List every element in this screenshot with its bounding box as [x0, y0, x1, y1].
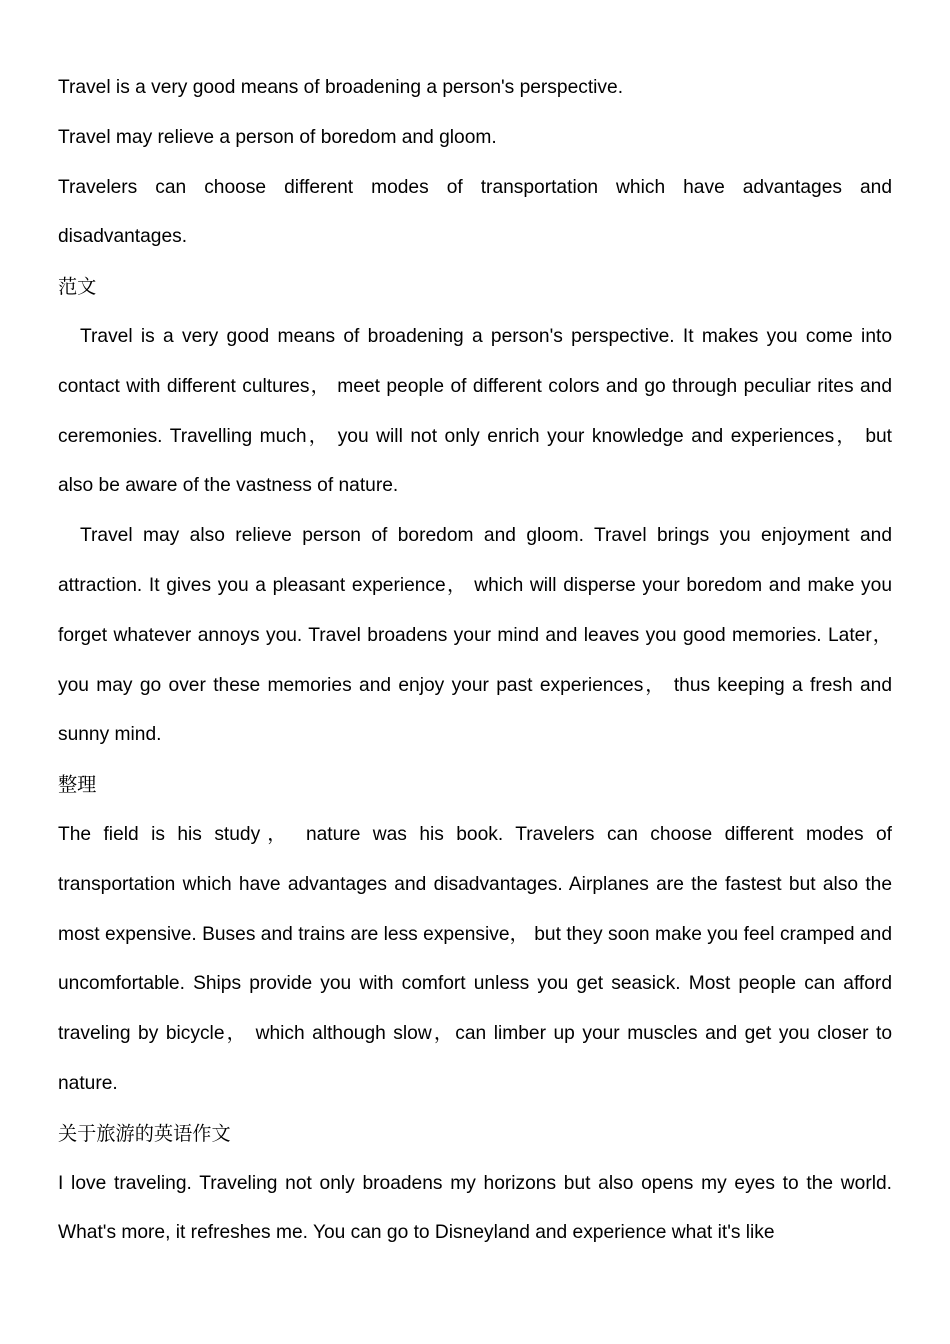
intro-line-3: Travelers can choose different modes of transportation which have advantages and disadvantages.	[58, 176, 892, 248]
compiled-paragraph: The field is his study， nature was his book. Travelers can choose different modes of transportation which have advantages and disadvantages. Airplanes are the fastest but also the most expensive. Buses and trains are less expensive， but they soon make you feel cramped and uncomfortable. Ships provide you with comfort unless you get seasick. Most people can afford traveling by bicycle， which although slow，can limber up your muscles and get you closer to nature.	[58, 823, 892, 1094]
section-heading-travel-essay: 关于旅游的英语作文	[58, 1121, 231, 1145]
model-essay-paragraph-1: Travel is a very good means of broadening a person's perspective. It makes you come into contact with different cultures， meet people of different colors and go through peculiar rites and ceremonies. Travelling much， you will not only enrich your knowledge and experiences， but also be aware of the vastness of nature.	[58, 325, 892, 497]
document-page	[58, 63, 892, 1258]
section-heading-model-essay: 范文	[58, 275, 97, 299]
section-heading-compiled: 整理	[58, 773, 97, 797]
intro-line-1: Travel is a very good means of broadening a person's perspective.	[58, 77, 624, 98]
intro-line-2: Travel may relieve a person of boredom and gloom.	[58, 126, 497, 148]
travel-essay-paragraph: I love traveling. Traveling not only broadens my horizons but also opens my eyes to the world. What's more, it refreshes me. You can go to Disneyland and experience what it's like	[58, 1172, 892, 1244]
model-essay-paragraph-2: Travel may also relieve person of boredom and gloom. Travel brings you enjoyment and attraction. It gives you a pleasant experience， which will disperse your boredom and make you forget whatever annoys you. Travel broadens your mind and leaves you good memories. Later， you may go over these memories and enjoy your past experiences， thus keeping a fresh and sunny mind.	[58, 525, 892, 746]
